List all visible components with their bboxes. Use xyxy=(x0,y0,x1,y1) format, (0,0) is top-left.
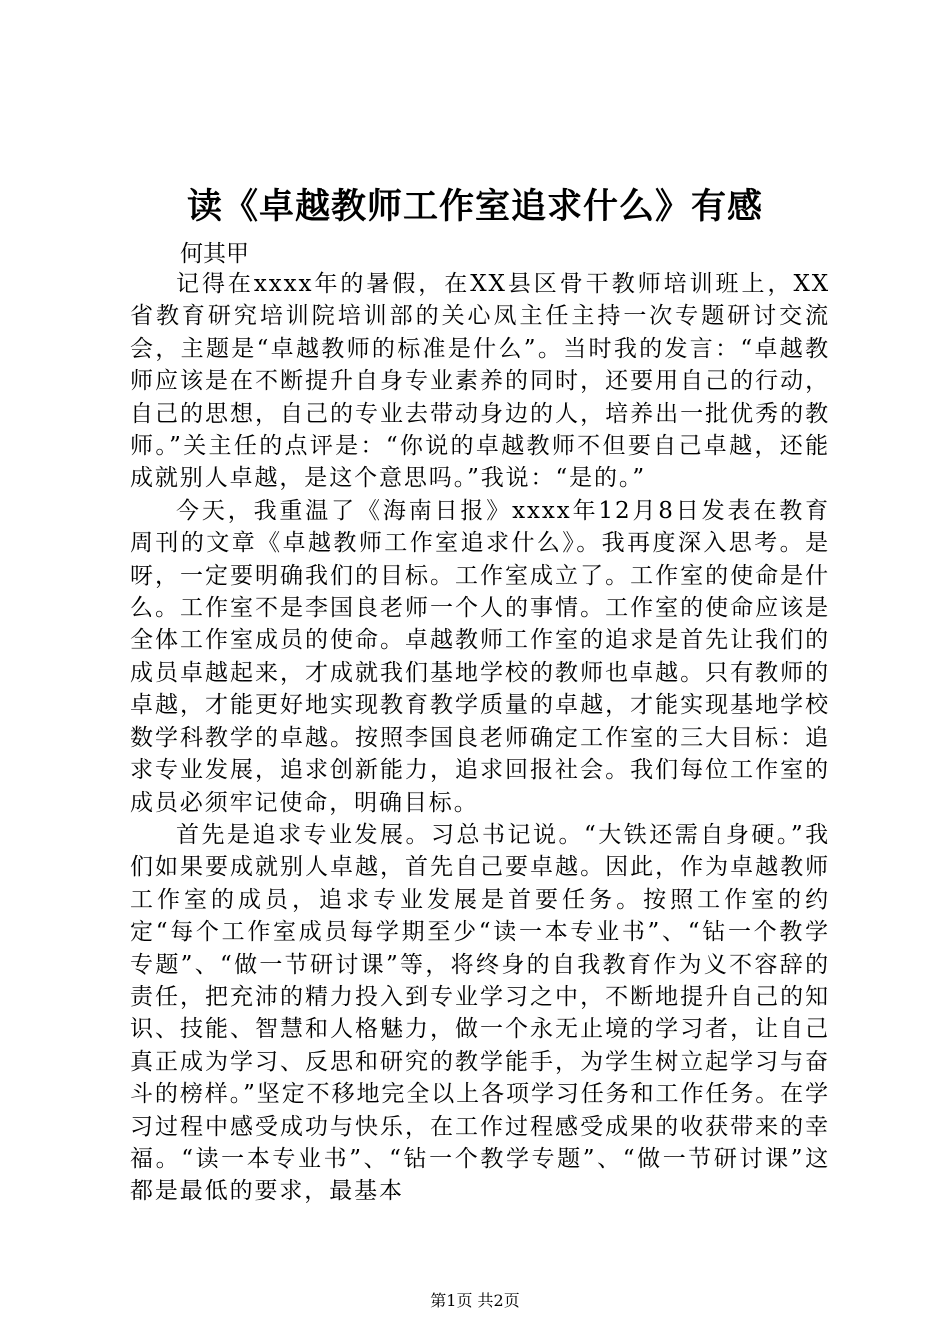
document-body xyxy=(130,268,830,1208)
body-paragraph-2: 今天，我重温了《海南日报》xxxx年12月8日发表在教育周刊的文章《卓越教师工作室追求什么》。我再度深入思考。是呀，一定要明确我们的目标。工作室成立了。工作室的使命是什么。工作室不是李国良老师一个人的事情。工作室的使命应该是全体工作室成员的使命。卓越教师工作室的追求是首先让我们的成员卓越起来，才成就我们基地学校的教师也卓越。只有教师的卓越，才能更好地实现教育教学质量的卓越，才能实现基地学校数学科教学的卓越。按照李国良老师确定工作室的三大目标：追求专业发展，追求创新能力，追求回报社会。我们每位工作室的成员必须牢记使命，明确目标。 xyxy=(130,497,830,816)
document-author: 何其甲 xyxy=(180,241,249,267)
body-paragraph-3: 首先是追求专业发展。习总书记说。“大铁还需自身硬。”我们如果要成就别人卓越，首先自己要卓越。因此，作为卓越教师工作室的成员，追求专业发展是首要任务。按照工作室的约定“每个工作室成员每学期至少“读一本专业书”、“钻一个教学专题”、“做一节研讨课”等，将终身的自我教育作为义不容辞的责任，把充沛的精力投入到专业学习之中，不断地提升自己的知识、技能、智慧和人格魅力，做一个永无止境的学习者，让自己真正成为学习、反思和研究的教学能手，为学生树立起学习与奋斗的榜样。”坚定不移地完全以上各项学习任务和工作任务。在学习过程中感受成功与快乐，在工作过程感受成果的收获带来的幸福。“读一本专业书”、“钻一个教学专题”、“做一节研讨课”这都是最低的要求，最基本 xyxy=(130,821,830,1205)
page-number-footer: 第1页 共2页 xyxy=(430,1291,520,1310)
body-paragraph-1: 记得在xxxx年的暑假，在XX县区骨干教师培训班上，XX省教育研究培训院培训部的关心凤主任主持一次专题研讨交流会，主题是“卓越教师的标准是什么”。当时我的发言：“卓越教师应该是在不断提升自身专业素养的同时，还要用自己的行动，自己的思想，自己的专业去带动身边的人，培养出一批优秀的教师。”关主任的点评是：“你说的卓越教师不但要自己卓越，还能成就别人卓越，是这个意思吗。”我说：“是的。” xyxy=(130,271,830,492)
document-title: 读《卓越教师工作室追求什么》有感 xyxy=(186,186,763,227)
